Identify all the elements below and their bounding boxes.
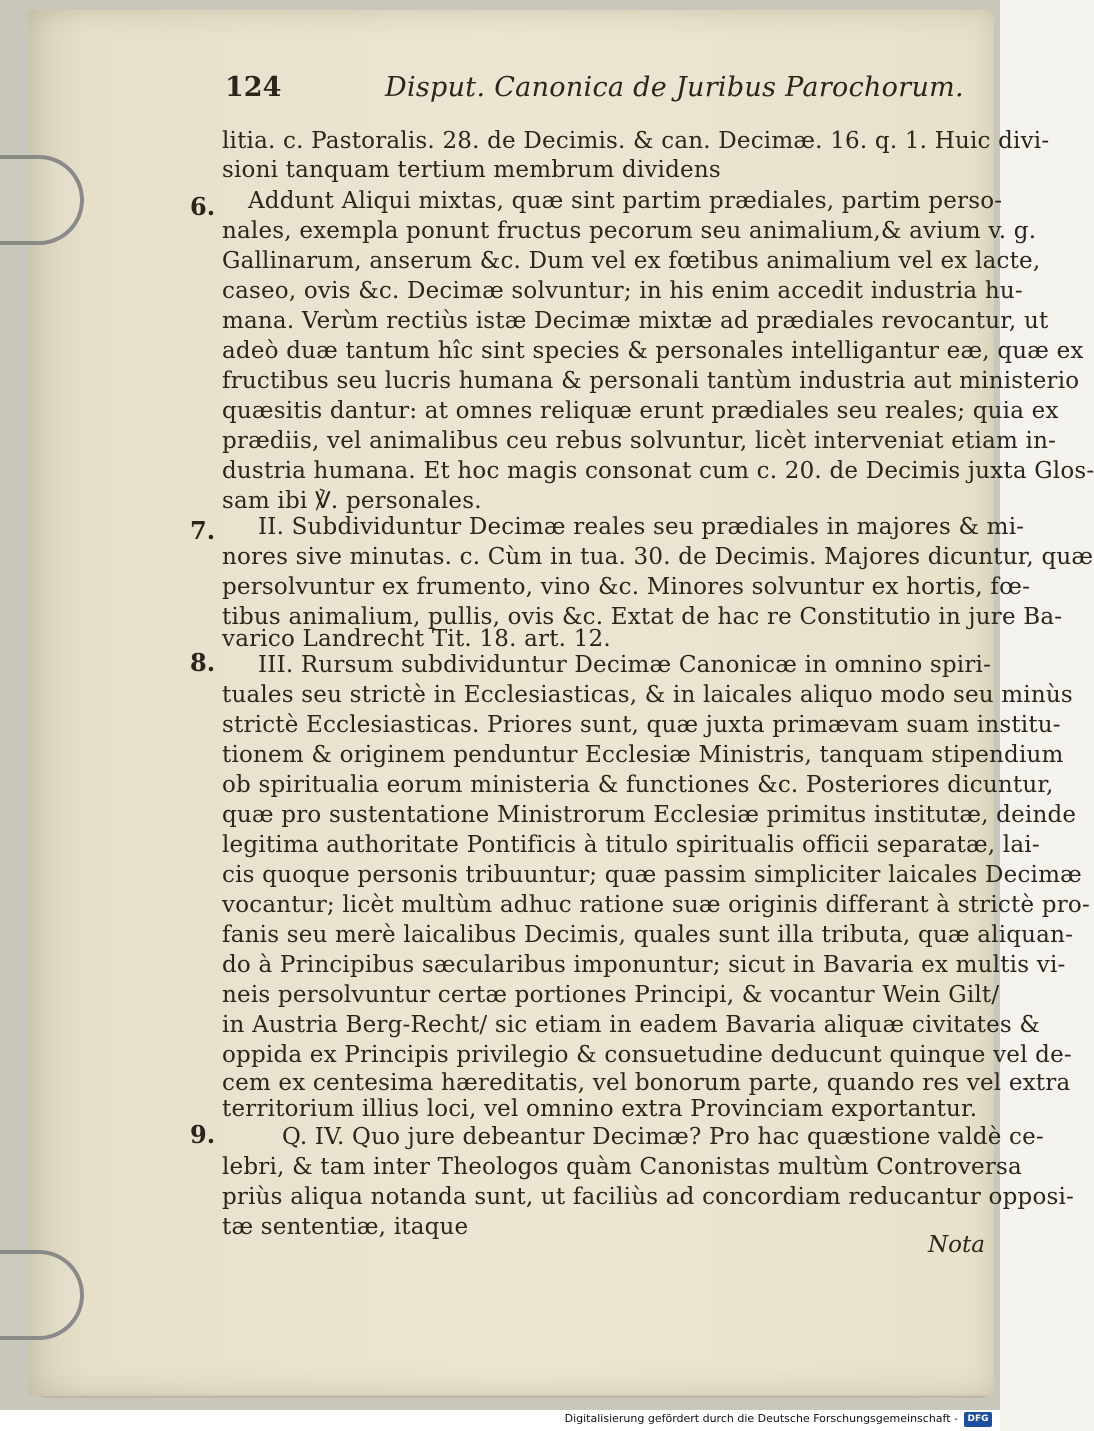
marginal-number-7: 7. bbox=[190, 516, 216, 545]
text-line: quæ pro sustentatione Ministrorum Ecclesiæ primitus institutæ, deinde bbox=[222, 802, 1077, 828]
text-line: tæ sententiæ, itaque bbox=[222, 1214, 469, 1240]
text-line: tuales seu strictè in Ecclesiasticas, & in laicales aliquo modo seu minùs bbox=[222, 682, 1073, 708]
page-number: 124 bbox=[225, 72, 282, 103]
text-line: adeò duæ tantum hîc sint species & personales intelligantur eæ, quæ ex bbox=[222, 338, 1084, 364]
text-line: in Austria Berg-Recht/ sic etiam in eadem Bavaria aliquæ civitates & bbox=[222, 1012, 1041, 1038]
text-line: strictè Ecclesiasticas. Priores sunt, quæ juxta primævam suam institu- bbox=[222, 712, 1061, 738]
text-line: persolvuntur ex frumento, vino &c. Minores solvuntur ex hortis, fœ- bbox=[222, 574, 1031, 600]
marginal-number-9: 9. bbox=[190, 1120, 216, 1149]
text-line: litia. c. Pastoralis. 28. de Decimis. & can. Decimæ. 16. q. 1. Huic divi- bbox=[222, 128, 1050, 154]
page-header bbox=[225, 72, 985, 116]
footer-credit: Digitalisierung gefördert durch die Deutsche Forschungsgemeinschaft - bbox=[564, 1412, 958, 1425]
text-line: Gallinarum, anserum &c. Dum vel ex fœtibus animalium vel ex lacte, bbox=[222, 248, 1041, 274]
running-title: Disput. Canonica de Juribus Parochorum. bbox=[385, 72, 964, 103]
text-line: tionem & originem penduntur Ecclesiæ Ministris, tanquam stipendium bbox=[222, 742, 1064, 768]
text-line: vocantur; licèt multùm adhuc ratione suæ originis differant à strictè pro- bbox=[222, 892, 1090, 918]
text-line: do à Principibus sæcularibus imponuntur; sicut in Bavaria ex multis vi- bbox=[222, 952, 1066, 978]
catchword: Nota bbox=[928, 1232, 985, 1258]
marginal-number-8: 8. bbox=[190, 648, 216, 677]
text-line: tibus animalium, pullis, ovis &c. Extat de hac re Constitutio in jure Ba- bbox=[222, 604, 1063, 630]
text-line: mana. Verùm rectiùs istæ Decimæ mixtæ ad prædiales revocantur, ut bbox=[222, 308, 1049, 334]
text-line: II. Subdividuntur Decimæ reales seu prædiales in majores & mi- bbox=[258, 514, 1025, 540]
text-line: III. Rursum subdividuntur Decimæ Canonicæ in omnino spiri- bbox=[258, 652, 992, 678]
text-line: prædiis, vel animalibus ceu rebus solvuntur, licèt interveniat etiam in- bbox=[222, 428, 1057, 454]
text-line: caseo, ovis &c. Decimæ solvuntur; in his enim accedit industria hu- bbox=[222, 278, 1023, 304]
marginal-number-6: 6. bbox=[190, 192, 216, 221]
text-line: Addunt Aliqui mixtas, quæ sint partim prædiales, partim perso- bbox=[248, 188, 1003, 214]
text-line: oppida ex Principis privilegio & consuetudine deducunt quinque vel de- bbox=[222, 1042, 1072, 1068]
text-line: sam ibi ℣. personales. bbox=[222, 488, 482, 514]
text-line: fanis seu merè laicalibus Decimis, quales sunt illa tributa, quæ aliquan- bbox=[222, 922, 1074, 948]
text-line: fructibus seu lucris humana & personali tantùm industria aut ministerio bbox=[222, 368, 1080, 394]
text-line: ob spiritualia eorum ministeria & functiones &c. Posteriores dicuntur, bbox=[222, 772, 1054, 798]
text-line: legitima authoritate Pontificis à titulo spiritualis officii separatæ, lai- bbox=[222, 832, 1040, 858]
text-line: varico Landrecht Tit. 18. art. 12. bbox=[222, 626, 611, 652]
text-line: neis persolvuntur certæ portiones Principi, & vocantur Wein Gilt/ bbox=[222, 982, 1000, 1008]
text-line: quæsitis dantur: at omnes reliquæ erunt prædiales seu reales; quia ex bbox=[222, 398, 1059, 424]
text-line: sioni tanquam tertium membrum dividens bbox=[222, 157, 721, 183]
text-line: cis quoque personis tribuuntur; quæ passim simpliciter laicales Decimæ bbox=[222, 862, 1082, 888]
dfg-logo-icon: DFG bbox=[964, 1412, 992, 1427]
text-line: nores sive minutas. c. Cùm in tua. 30. de Decimis. Majores dicuntur, quæ bbox=[222, 544, 1094, 570]
text-line: lebri, & tam inter Theologos quàm Canonistas multùm Controversa bbox=[222, 1154, 1022, 1180]
text-line: nales, exempla ponunt fructus pecorum seu animalium,& avium v. g. bbox=[222, 218, 1037, 244]
footer-bar bbox=[0, 1410, 1000, 1431]
text-line: priùs aliqua notanda sunt, ut faciliùs ad concordiam reducantur opposi- bbox=[222, 1184, 1075, 1210]
text-line: Q. IV. Quo jure debeantur Decimæ? Pro hac quæstione valdè ce- bbox=[282, 1124, 1044, 1150]
text-line: cem ex centesima hæreditatis, vel bonorum parte, quando res vel extra bbox=[222, 1070, 1071, 1096]
text-line: dustria humana. Et hoc magis consonat cum c. 20. de Decimis juxta Glos- bbox=[222, 458, 1094, 484]
text-line: territorium illius loci, vel omnino extra Provinciam exportantur. bbox=[222, 1096, 978, 1122]
